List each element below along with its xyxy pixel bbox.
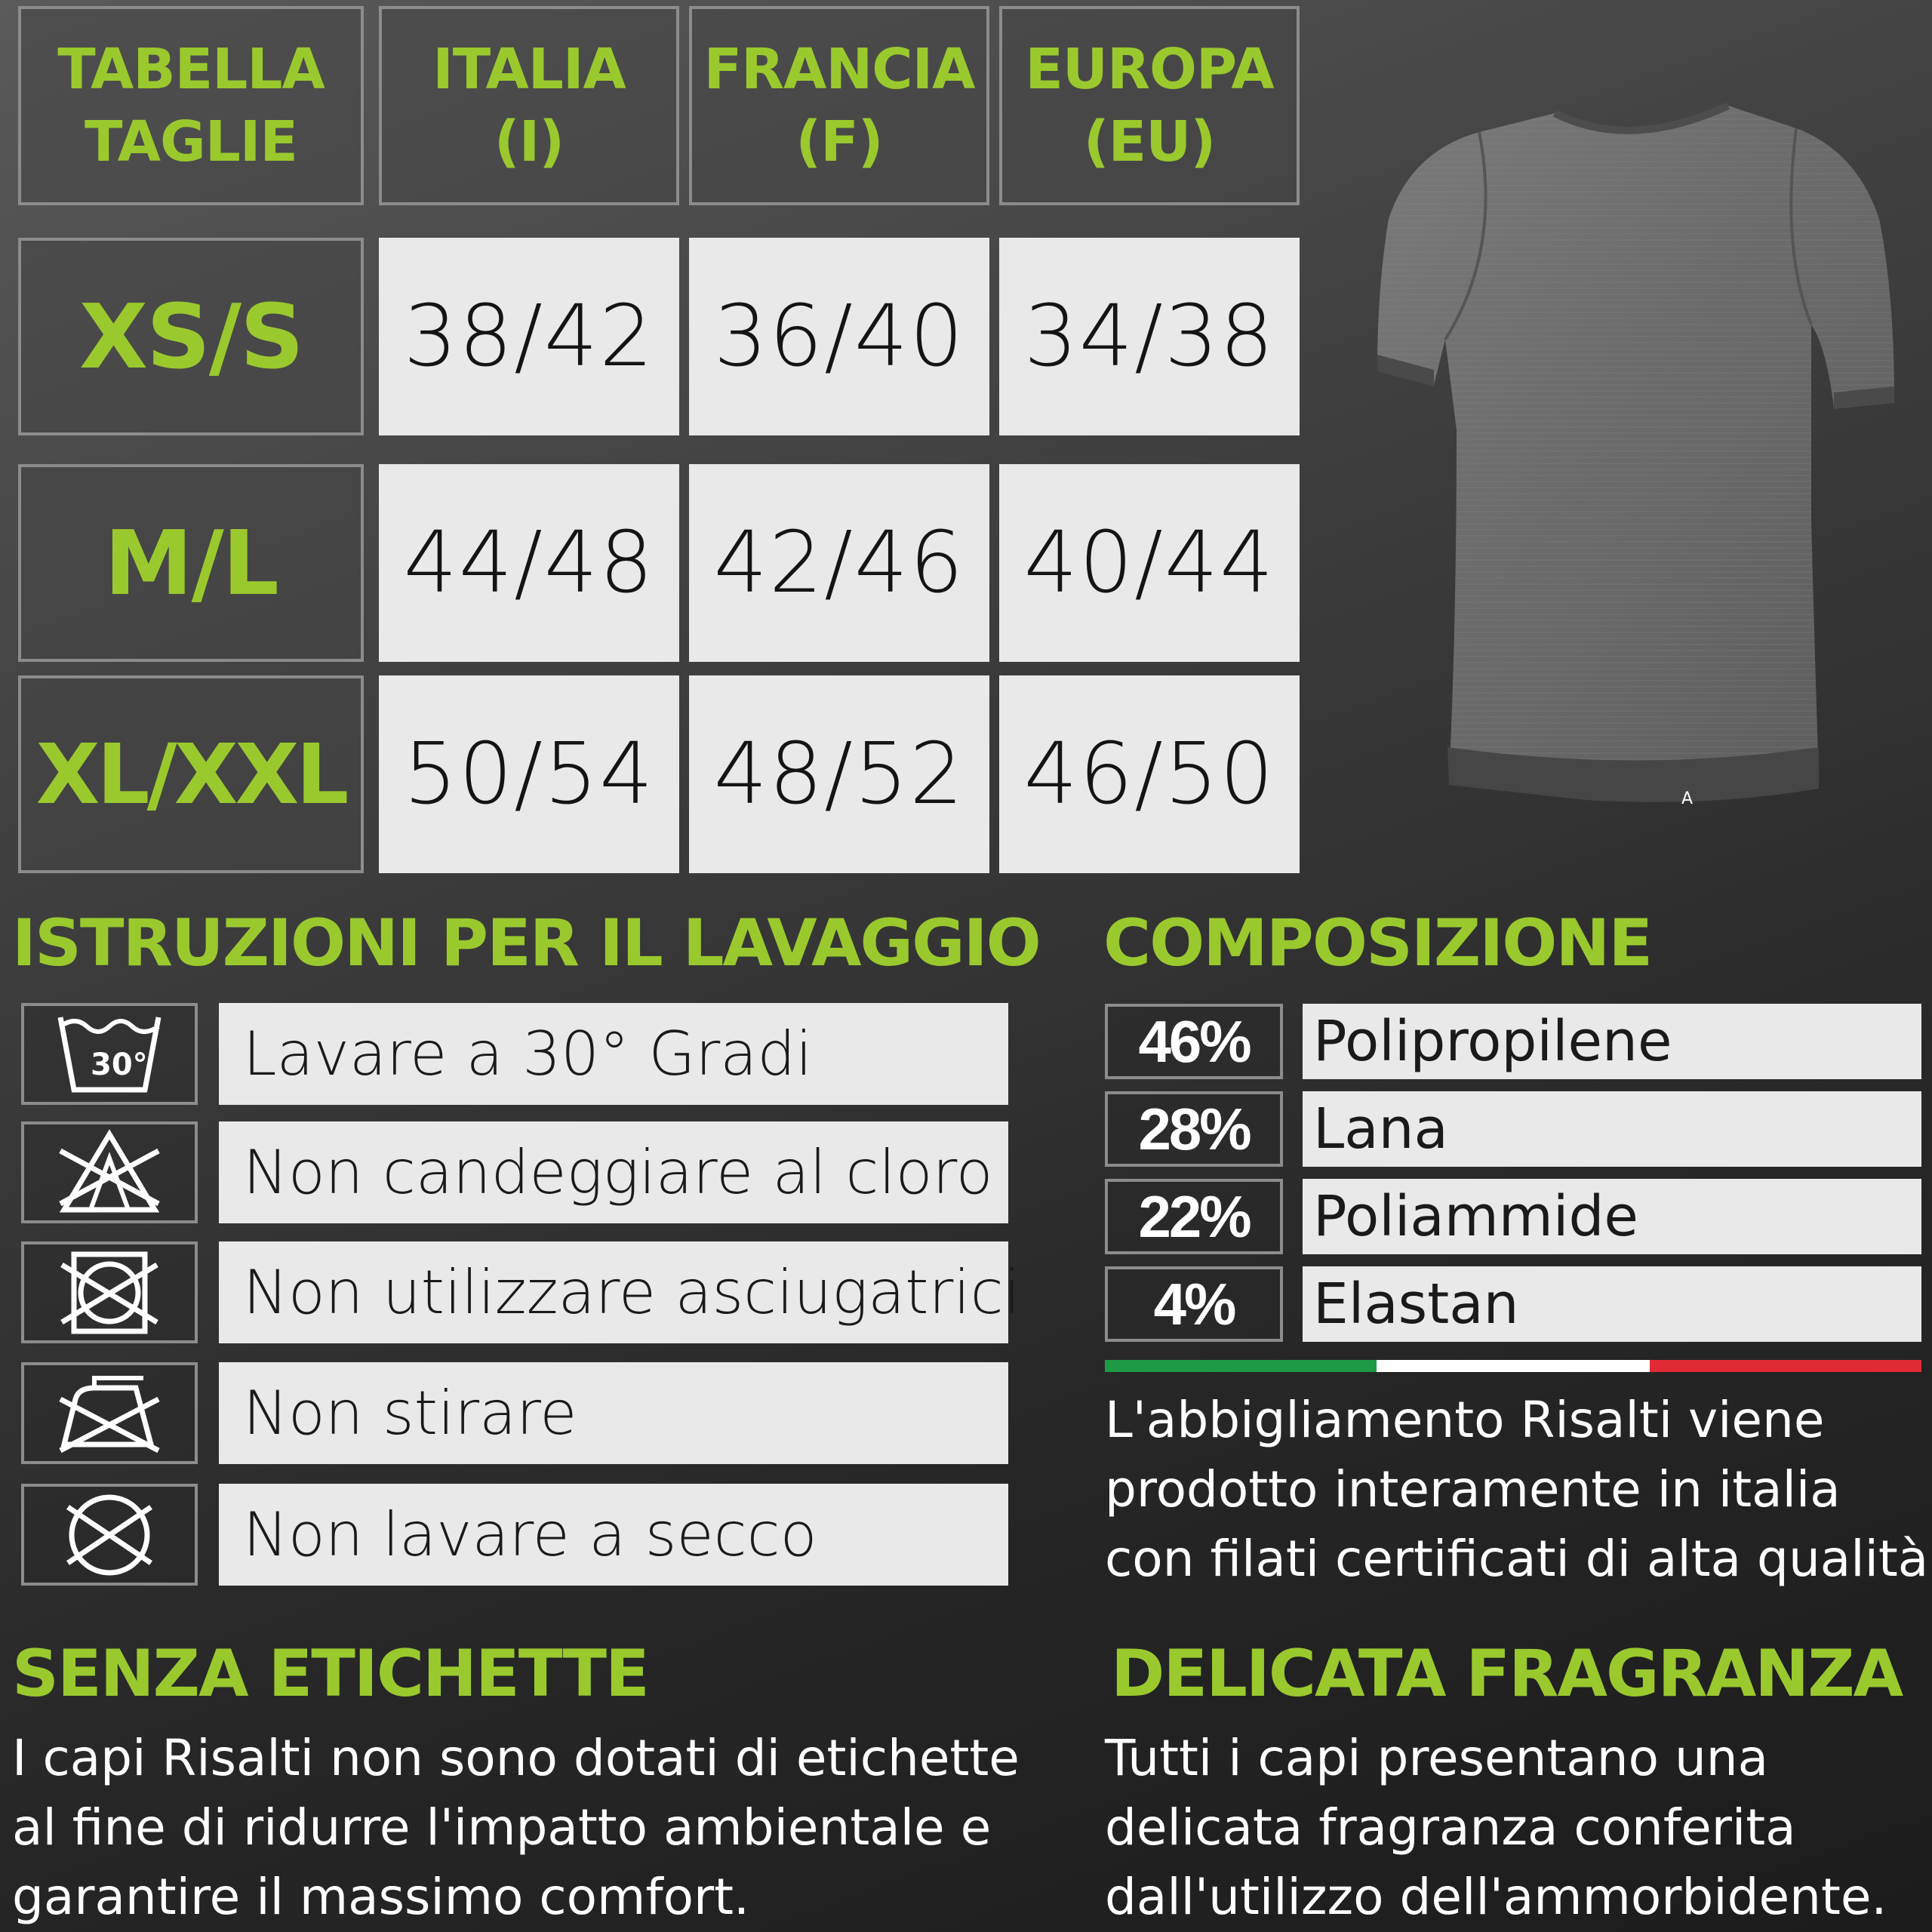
text-line: I capi Risalti non sono dotati di etichette (12, 1729, 1020, 1787)
size-label-xl-xxl: XL/XXL (18, 675, 364, 873)
text-line: al fine di ridurre l'impatto ambientale e (12, 1798, 992, 1857)
no-tumble-dry-icon (21, 1241, 198, 1343)
no-labels-text (12, 1724, 1020, 1932)
header-europe (999, 6, 1300, 205)
composition-material: Poliammide (1303, 1179, 1921, 1254)
wash-instruction: Lavare a 30° Gradi (219, 1003, 1008, 1105)
composition-percent: 22% (1105, 1179, 1283, 1254)
size-value: 34/38 (999, 238, 1300, 435)
made-in-italy-note (1105, 1386, 1928, 1594)
header-size-table (18, 6, 364, 205)
composition-material: Lana (1303, 1091, 1921, 1167)
no-labels-title: SENZA ETICHETTE (12, 1636, 648, 1712)
note-line: prodotto interamente in italia (1105, 1460, 1841, 1518)
text-line: delicata fragranza conferita (1105, 1798, 1796, 1857)
composition-percent: 28% (1105, 1091, 1283, 1167)
header-line: (I) (494, 109, 565, 174)
header-line: (F) (795, 109, 883, 174)
header-line: TAGLIE (85, 109, 297, 174)
wash-instruction: Non utilizzare asciugatrici (219, 1241, 1008, 1343)
size-value: 46/50 (999, 675, 1300, 873)
header-line: FRANCIA (703, 37, 975, 102)
composition-percent: 4% (1105, 1266, 1283, 1342)
fragrance-text (1105, 1724, 1887, 1932)
wash-30-icon (21, 1003, 198, 1105)
size-value: 40/44 (999, 464, 1300, 662)
no-bleach-icon (21, 1121, 198, 1223)
svg-text:A: A (1681, 789, 1694, 808)
size-label-xs-s: XS/S (18, 238, 364, 435)
text-line: Tutti i capi presentano una (1105, 1729, 1769, 1787)
header-italy (379, 6, 679, 205)
wash-temp-label: 30° (91, 1047, 148, 1082)
size-value: 44/48 (379, 464, 679, 662)
italian-flag-stripe-white (1377, 1360, 1650, 1372)
size-value: 50/54 (379, 675, 679, 873)
wash-instruction: Non lavare a secco (219, 1484, 1008, 1586)
composition-percent: 46% (1105, 1004, 1283, 1079)
note-line: con filati certificati di alta qualità (1105, 1530, 1929, 1588)
composition-material: Polipropilene (1303, 1004, 1921, 1079)
text-line: dall'utilizzo dell'ammorbidente. (1105, 1868, 1887, 1926)
fragrance-title: DELICATA FRAGRANZA (1111, 1636, 1903, 1712)
header-line: ITALIA (432, 37, 626, 102)
italian-flag-stripe-green (1105, 1360, 1377, 1372)
wash-instruction: Non candeggiare al cloro (219, 1121, 1008, 1223)
size-label-m-l: M/L (18, 464, 364, 662)
size-value: 38/42 (379, 238, 679, 435)
header-line: TABELLA (57, 37, 325, 102)
text-line: garantire il massimo comfort. (12, 1868, 749, 1926)
washing-title: ISTRUZIONI PER IL LAVAGGIO (12, 906, 1040, 981)
size-value: 36/40 (689, 238, 989, 435)
wash-instruction: Non stirare (219, 1362, 1008, 1464)
size-value: 48/52 (689, 675, 989, 873)
no-iron-icon (21, 1362, 198, 1464)
note-line: L'abbigliamento Risalti viene (1105, 1391, 1825, 1449)
composition-title: COMPOSIZIONE (1103, 906, 1652, 981)
italian-flag-stripe-red (1650, 1360, 1921, 1372)
header-france (689, 6, 989, 205)
header-line: EUROPA (1025, 37, 1274, 102)
no-dry-clean-icon (21, 1484, 198, 1586)
shirt-image (1374, 98, 1902, 823)
header-line: (EU) (1083, 109, 1216, 174)
composition-material: Elastan (1303, 1266, 1921, 1342)
size-value: 42/46 (689, 464, 989, 662)
